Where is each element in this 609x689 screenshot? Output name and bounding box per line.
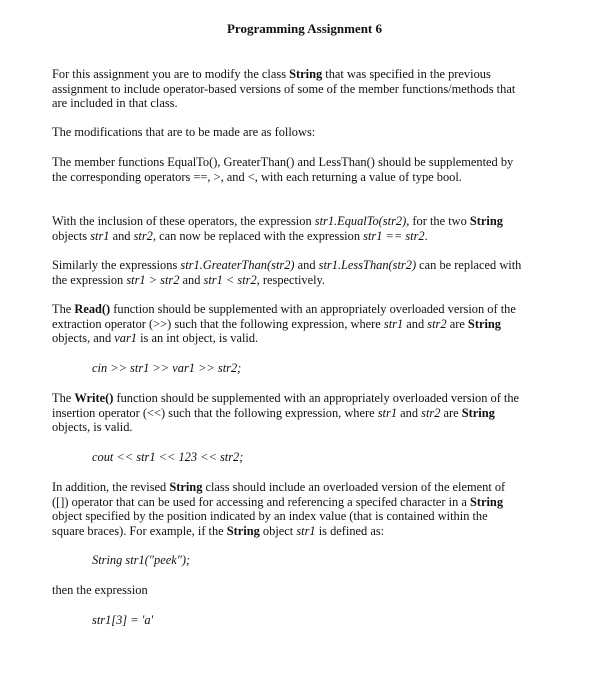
string-definition-code: String str1("peek"); bbox=[92, 553, 191, 567]
read-function-paragraph: The Read() function should be supplemented with an appropriately overloaded version of the extraction operator (>>) such that the following expression, where str1 and str2 are String objects, and var1 is an int object, is valid. bbox=[52, 302, 516, 346]
cin-code-example: cin >> str1 >> var1 >> str2; bbox=[92, 361, 242, 375]
equalto-paragraph: With the inclusion of these operators, the expression str1.EqualTo(str2), for the two String objects str1 and str2, can now be replaced with the expression str1 == str2. bbox=[52, 214, 503, 243]
comparison-operators-paragraph: The member functions EqualTo(), GreaterThan() and LessThan() should be supplemented by the corresponding operators ==, >, and <, with each returning a value of type bool. bbox=[52, 155, 514, 184]
index-operator-paragraph: In addition, the revised String class should include an overloaded version of the element of ([]) operator that can be used for accessing and referencing a specifed character in a String object specified by the position indicated by an index value (that is contained within the square braces). For example, if the String object str1 is defined as: bbox=[52, 480, 506, 538]
write-function-paragraph: The Write() function should be supplemented with an appropriately overloaded version of the insertion operator (<<) such that the following expression, where str1 and str2 are String objects, is valid. bbox=[52, 391, 520, 435]
cout-code-example: cout << str1 << 123 << str2; bbox=[92, 450, 244, 464]
similarly-paragraph: Similarly the expressions str1.GreaterThan(str2) and str1.LessThan(str2) can be replaced with the expression str1 > str2 and str1 < str2, respectively. bbox=[52, 258, 522, 287]
intro-paragraph: For this assignment you are to modify the class String that was specified in the previous assignment to include operator-based versions of some of the member functions/methods that are included in that class. bbox=[52, 67, 516, 111]
page-title: Programming Assignment 6 bbox=[226, 21, 383, 36]
modifications-intro: The modifications that are to be made are as follows: bbox=[52, 125, 316, 139]
then-expression-text: then the expression bbox=[52, 583, 148, 597]
index-assignment-code: str1[3] = 'a' bbox=[92, 613, 154, 627]
